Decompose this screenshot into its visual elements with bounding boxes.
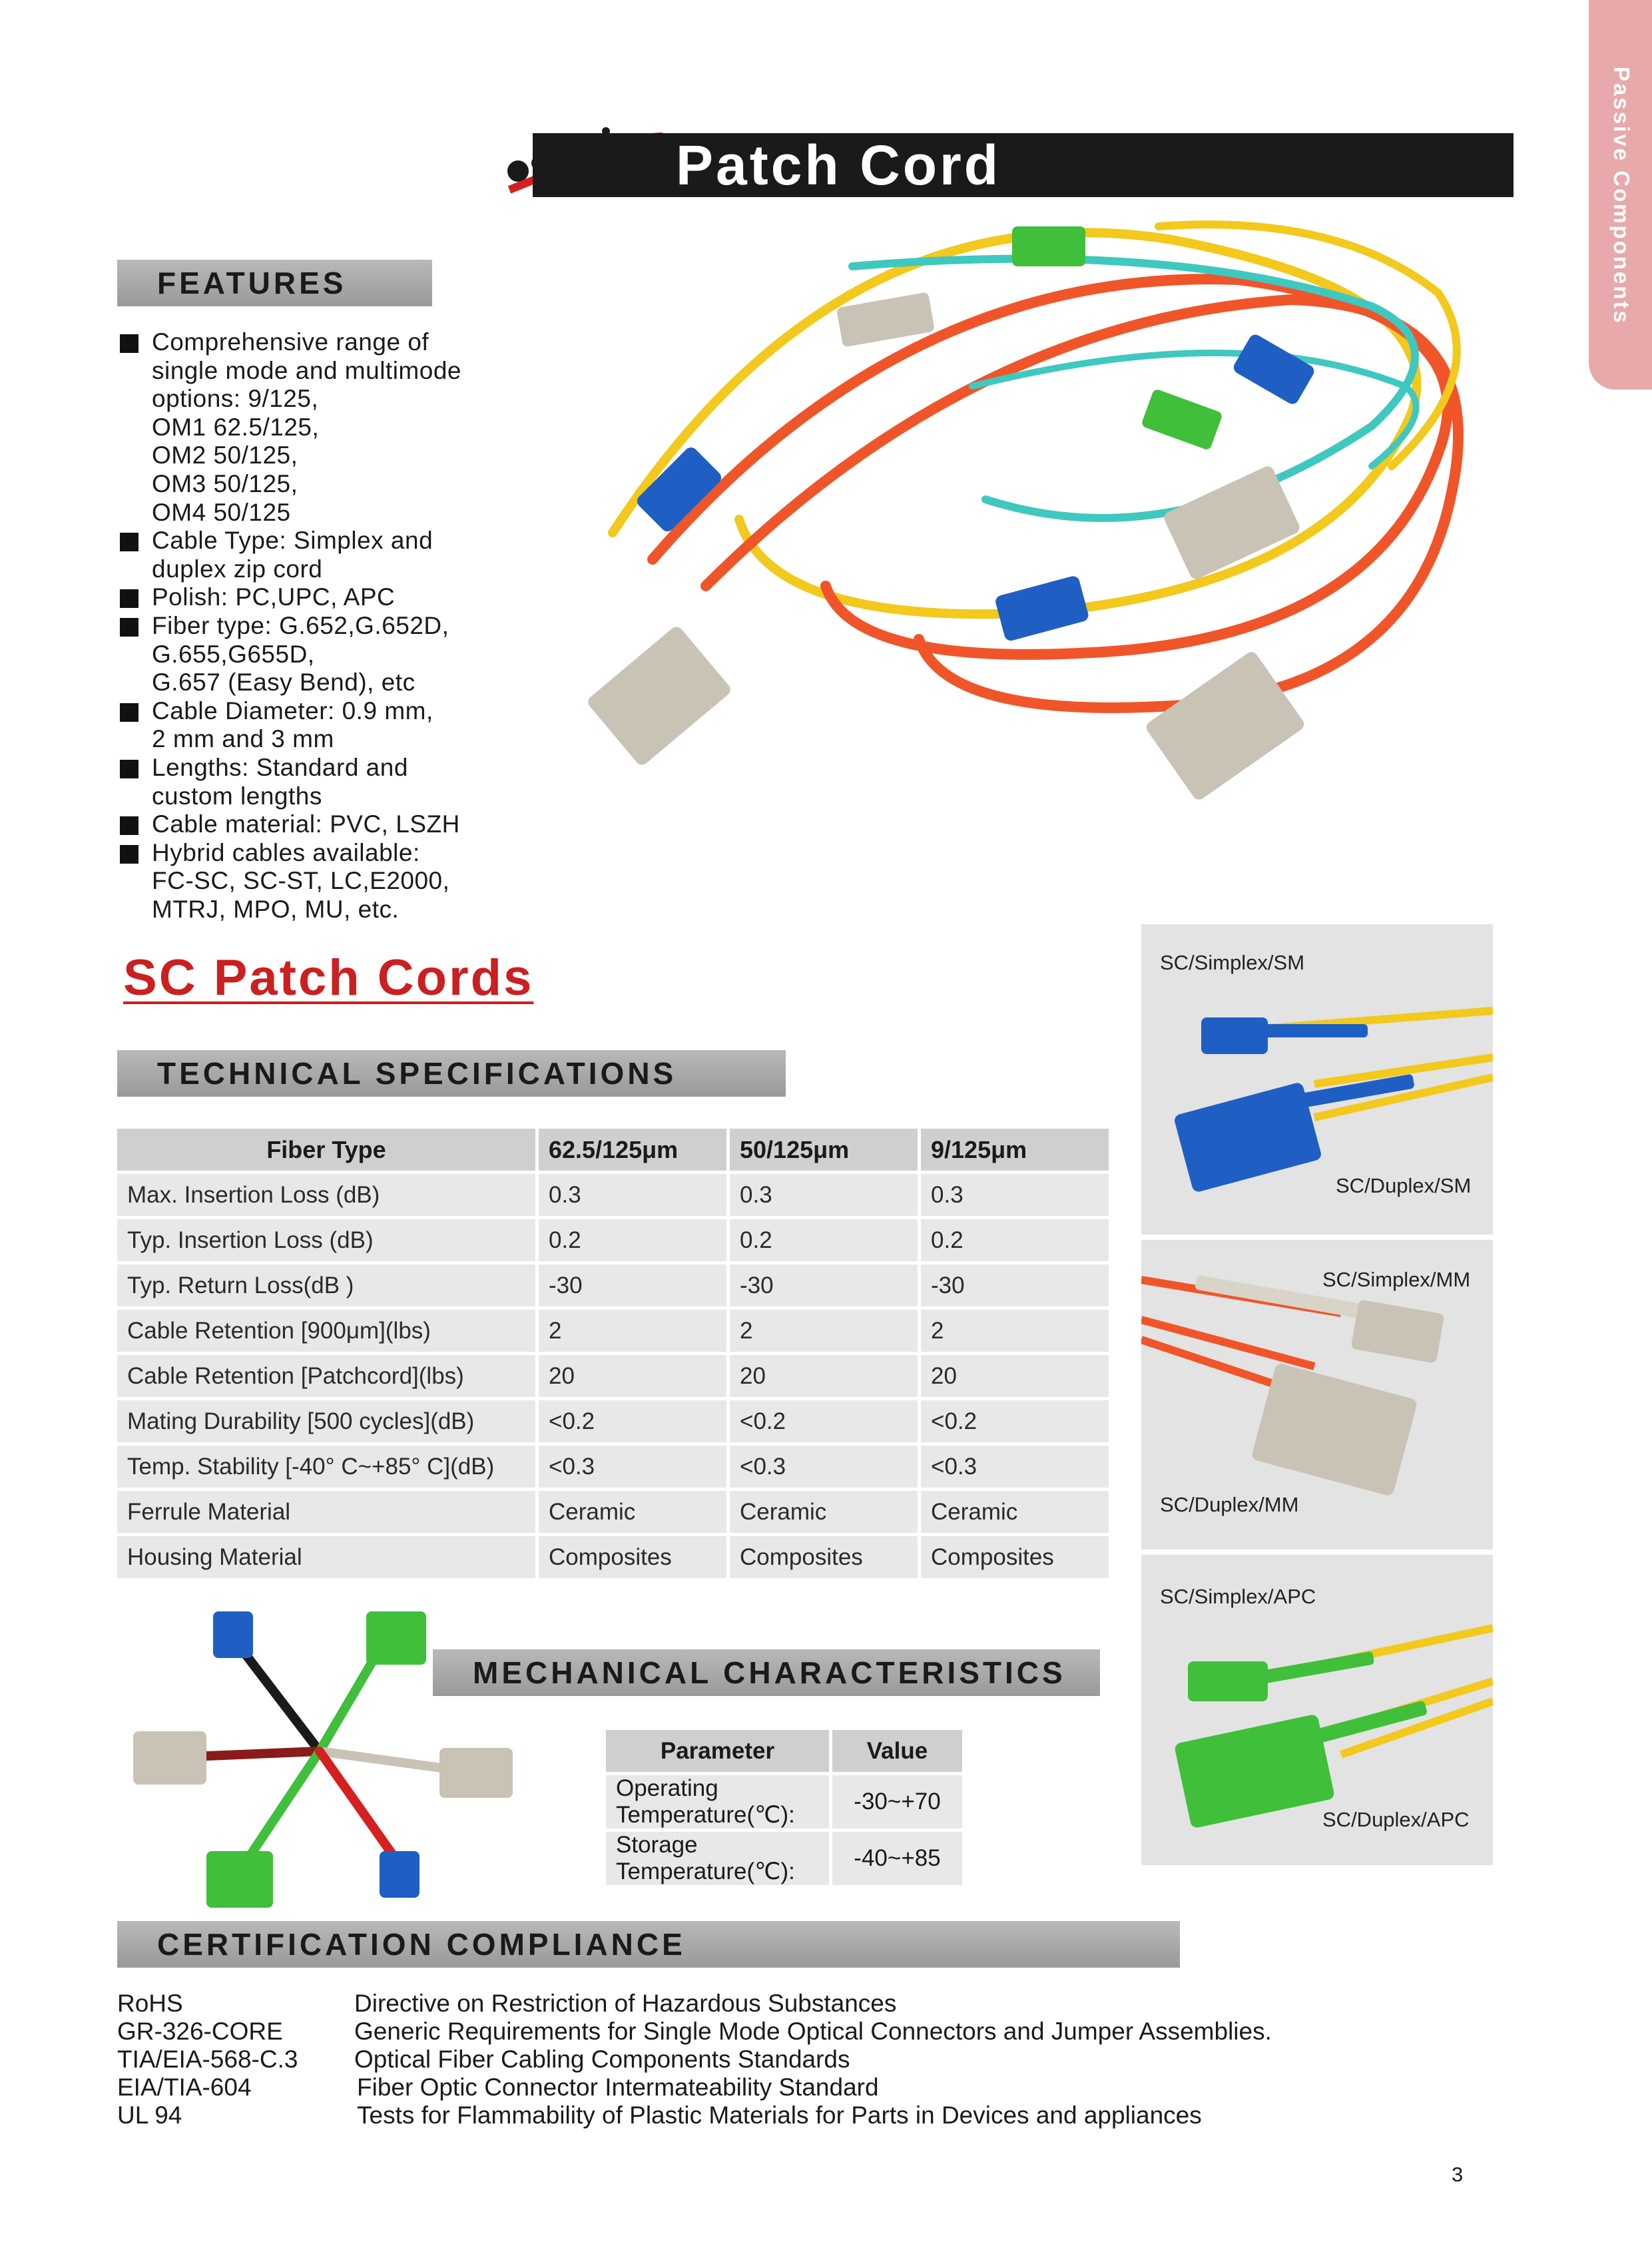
side-tab-label: Passive Components	[1609, 67, 1634, 325]
sc-mm-connector-illustration	[1141, 1266, 1493, 1520]
feature-line: OM2 50/125,	[152, 441, 298, 469]
feature-line: options: 9/125,	[152, 385, 319, 413]
column-header: 62.5/125μm	[539, 1129, 726, 1171]
cord-assortment-photo	[120, 1598, 533, 1918]
cert-description: Tests for Flammability of Plastic Materials for Parts in Devices and appliances	[357, 2102, 1202, 2129]
table-row	[117, 1355, 1109, 1397]
table-cell: 0.2	[539, 1219, 726, 1261]
table-cell: -30	[730, 1264, 918, 1306]
table-cell: 0.3	[539, 1174, 726, 1216]
table-cell: 20	[730, 1355, 918, 1397]
table-cell: Housing Material	[117, 1536, 535, 1578]
feature-line: Hybrid cables available:	[152, 838, 420, 866]
table-cell: <0.3	[730, 1446, 918, 1488]
column-header: Fiber Type	[117, 1129, 535, 1171]
table-cell: Ceramic	[539, 1491, 726, 1533]
table-row	[117, 1446, 1109, 1488]
feature-line: Lengths: Standard and	[152, 753, 408, 781]
column-header: Value	[832, 1730, 962, 1772]
table-row	[117, 1174, 1109, 1216]
table-cell: 0.2	[730, 1219, 918, 1261]
cert-description: Generic Requirements for Single Mode Optical Connectors and Jumper Assemblies.	[354, 2018, 1272, 2045]
cert-description: Directive on Restriction of Hazardous Substances	[354, 1990, 897, 2017]
sc-sm-connector-illustration	[1141, 984, 1493, 1197]
table-cell: Ferrule Material	[117, 1491, 535, 1533]
table-cell: <0.2	[730, 1400, 918, 1442]
sc-patch-cords-heading: SC Patch Cords	[123, 950, 534, 1006]
table-header-row	[117, 1129, 1109, 1171]
feature-item	[117, 810, 517, 839]
table-row	[117, 1400, 1109, 1442]
panel-bottom-label: SC/Duplex/SM	[1336, 1174, 1472, 1197]
certification-compliance-heading: CERTIFICATION COMPLIANCE	[117, 1921, 1180, 1968]
cert-code: TIA/EIA-568-C.3	[117, 2046, 298, 2073]
cert-code: RoHS	[117, 1990, 183, 2017]
table-row	[117, 1310, 1109, 1352]
sc-mm-photo-panel	[1141, 1240, 1493, 1549]
table-cell: 2	[730, 1310, 918, 1352]
feature-line: single mode and multimode	[152, 356, 461, 384]
feature-line: custom lengths	[152, 782, 322, 810]
table-cell: Composites	[730, 1536, 918, 1578]
feature-line: OM4 50/125	[152, 498, 291, 526]
technical-specifications-heading: TECHNICAL SPECIFICATIONS	[117, 1050, 786, 1097]
feature-item	[117, 839, 517, 924]
table-cell: <0.2	[539, 1400, 726, 1442]
feature-item	[117, 754, 517, 810]
table-cell: -30	[539, 1264, 726, 1306]
feature-item	[117, 527, 517, 583]
feature-line: MTRJ, MPO, MU, etc.	[152, 895, 400, 923]
cert-code: UL 94	[117, 2102, 182, 2129]
table-cell: -40~+85	[832, 1832, 962, 1885]
table-cell: <0.3	[539, 1446, 726, 1488]
sc-apc-connector-illustration	[1141, 1615, 1493, 1828]
table-cell: Typ. Return Loss(dB )	[117, 1264, 535, 1306]
table-cell: Ceramic	[730, 1491, 918, 1533]
table-cell: Storage Temperature(℃):	[606, 1832, 829, 1885]
cert-code: GR-326-CORE	[117, 2018, 283, 2045]
panel-top-label: SC/Simplex/SM	[1160, 951, 1305, 974]
table-header-row	[606, 1730, 962, 1772]
table-row	[606, 1775, 962, 1828]
panel-bottom-label: SC/Duplex/APC	[1322, 1808, 1470, 1831]
panel-bottom-label: SC/Duplex/MM	[1160, 1493, 1299, 1516]
sc-apc-photo-panel	[1141, 1555, 1493, 1865]
patch-cord-product-photo	[573, 213, 1505, 812]
feature-line: OM3 50/125,	[152, 469, 298, 497]
features-list	[117, 328, 517, 924]
feature-item	[117, 697, 517, 754]
table-cell: Cable Retention [900μm](lbs)	[117, 1310, 535, 1352]
table-cell: 2	[921, 1310, 1109, 1352]
column-header: Parameter	[606, 1730, 829, 1772]
feature-line: G.655,G655D,	[152, 640, 315, 668]
cert-code: EIA/TIA-604	[117, 2074, 252, 2101]
feature-line: OM1 62.5/125,	[152, 413, 320, 441]
feature-line: 2 mm and 3 mm	[152, 725, 334, 753]
feature-line: duplex zip cord	[152, 555, 323, 583]
cert-description: Optical Fiber Cabling Components Standards	[354, 2046, 850, 2073]
technical-specifications-table	[114, 1125, 1112, 1581]
table-cell: Composites	[539, 1536, 726, 1578]
feature-item	[117, 583, 517, 612]
side-category-tab	[1589, 0, 1652, 390]
column-header: 50/125μm	[730, 1129, 918, 1171]
table-cell: <0.3	[921, 1446, 1109, 1488]
table-cell: Temp. Stability [-40° C~+85° C](dB)	[117, 1446, 535, 1488]
table-cell: Typ. Insertion Loss (dB)	[117, 1219, 535, 1261]
table-cell: Composites	[921, 1536, 1109, 1578]
table-cell: Ceramic	[921, 1491, 1109, 1533]
table-row	[117, 1219, 1109, 1261]
table-row	[606, 1832, 962, 1885]
features-heading: FEATURES	[117, 260, 432, 306]
table-cell: Max. Insertion Loss (dB)	[117, 1174, 535, 1216]
table-cell: <0.2	[921, 1400, 1109, 1442]
feature-item	[117, 612, 517, 697]
table-cell: Mating Durability [500 cycles](dB)	[117, 1400, 535, 1442]
table-cell: -30	[921, 1264, 1109, 1306]
feature-line: Cable material: PVC, LSZH	[152, 810, 460, 838]
feature-line: Fiber type: G.652,G.652D,	[152, 611, 449, 639]
feature-line: Cable Diameter: 0.9 mm,	[152, 697, 433, 724]
column-header: 9/125μm	[921, 1129, 1109, 1171]
table-row	[117, 1536, 1109, 1578]
table-row	[117, 1491, 1109, 1533]
table-row	[117, 1264, 1109, 1306]
feature-line: Polish: PC,UPC, APC	[152, 583, 396, 611]
cert-description: Fiber Optic Connector Intermateability Standard	[357, 2074, 879, 2101]
feature-line: Cable Type: Simplex and	[152, 527, 433, 555]
table-cell: 0.3	[921, 1174, 1109, 1216]
table-cell: -30~+70	[832, 1775, 962, 1828]
feature-item	[117, 328, 517, 527]
sc-sm-photo-panel	[1141, 924, 1493, 1235]
feature-line: G.657 (Easy Bend), etc	[152, 669, 415, 697]
page-title: Patch Cord	[676, 134, 1001, 196]
table-cell: 0.2	[921, 1219, 1109, 1261]
table-cell: Cable Retention [Patchcord](lbs)	[117, 1355, 535, 1397]
table-cell: 20	[921, 1355, 1109, 1397]
panel-top-label: SC/Simplex/MM	[1322, 1268, 1471, 1291]
feature-line: FC-SC, SC-ST, LC,E2000,	[152, 867, 450, 895]
table-cell: Operating Temperature(℃):	[606, 1775, 829, 1828]
panel-top-label: SC/Simplex/APC	[1160, 1585, 1316, 1608]
feature-line: Comprehensive range of	[152, 328, 429, 356]
mechanical-characteristics-heading: MECHANICAL CHARACTERISTICS	[433, 1649, 1100, 1696]
mechanical-characteristics-table	[603, 1727, 965, 1888]
table-cell: 0.3	[730, 1174, 918, 1216]
page-number: 3	[1452, 2163, 1464, 2186]
table-cell: 20	[539, 1355, 726, 1397]
table-cell: 2	[539, 1310, 726, 1352]
